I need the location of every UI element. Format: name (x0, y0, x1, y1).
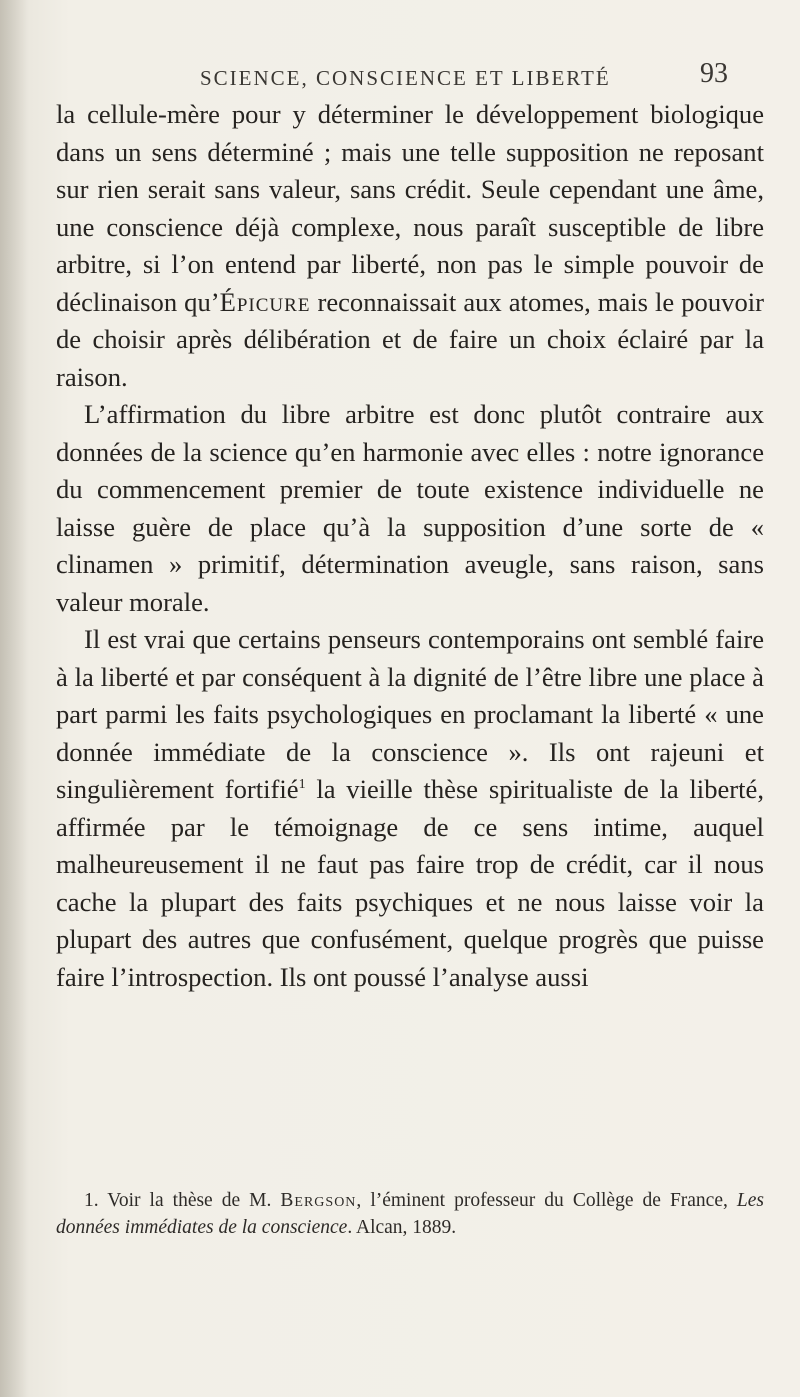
footnote-reference: 1 (298, 777, 306, 792)
paragraph-3 (56, 621, 764, 996)
footnote-text-b: , l’éminent professeur du Collège de France, (356, 1190, 737, 1211)
name-epicure: Épicure (219, 286, 311, 317)
footnote (56, 1188, 764, 1241)
paragraph-1-text-b: reconnaissait aux atomes, mais le pouvoir de choisir après délibération et de faire un choix éclairé par la raison. (56, 286, 764, 392)
page-number: 93 (700, 58, 728, 89)
paragraph-2: L’affirmation du libre arbitre est donc plutôt contraire aux données de la science qu’en harmonie avec elles : notre ignorance du commencement premier de toute existence individuelle ne laisse guère de place qu’à la supposition d’une sorte de « clinamen » primitif, détermination aveugle, sans raison, sans valeur morale. (56, 399, 764, 617)
paragraph-1 (56, 96, 764, 396)
footnote-text-c: . Alcan, 1889. (347, 1216, 457, 1238)
footnote-book-title: Les données immédiates de la conscience (56, 1190, 764, 1238)
page-binding-shadow (0, 0, 28, 1397)
running-header: SCIENCE, CONSCIENCE ET LIBERTÉ (200, 66, 611, 90)
paragraph-3-text-a: Il est vrai que certains penseurs contemporains ont semblé faire à la liberté et par conséquent à la dignité de l’être libre une place à part parmi les faits psychologiques en proclamant la liberté « une donnée immédiate de la conscience ». Ils ont rajeuni et singulièrement fortifié (56, 624, 764, 804)
footnote-text-a: 1. Voir la thèse de M. (84, 1190, 281, 1211)
paragraph-1-text-a: la cellule-mère pour y déterminer le développement biologique dans un sens déterminé ; mais une telle supposition ne reposant sur rien serait sans valeur, sans crédit. Seule cependant une âme, une conscience déjà complexe, nous paraît susceptible de libre arbitre, si l’on entend par liberté, non pas le simple pouvoir de déclinaison qu’ (56, 99, 764, 317)
paragraph-3-text-b: la vieille thèse spiritualiste de la liberté, affirmée par le témoignage de ce sens intime, auquel malheureusement il ne faut pas faire trop de crédit, car il nous cache la plupart des faits psychiques et ne nous laisse voir la plupart des autres que confusément, quelque progrès que puisse faire l’introspection. Ils ont poussé l’analyse aussi (56, 774, 764, 992)
main-text (56, 96, 764, 996)
name-bergson: Bergson (280, 1190, 357, 1211)
footnote-text (56, 1188, 764, 1241)
